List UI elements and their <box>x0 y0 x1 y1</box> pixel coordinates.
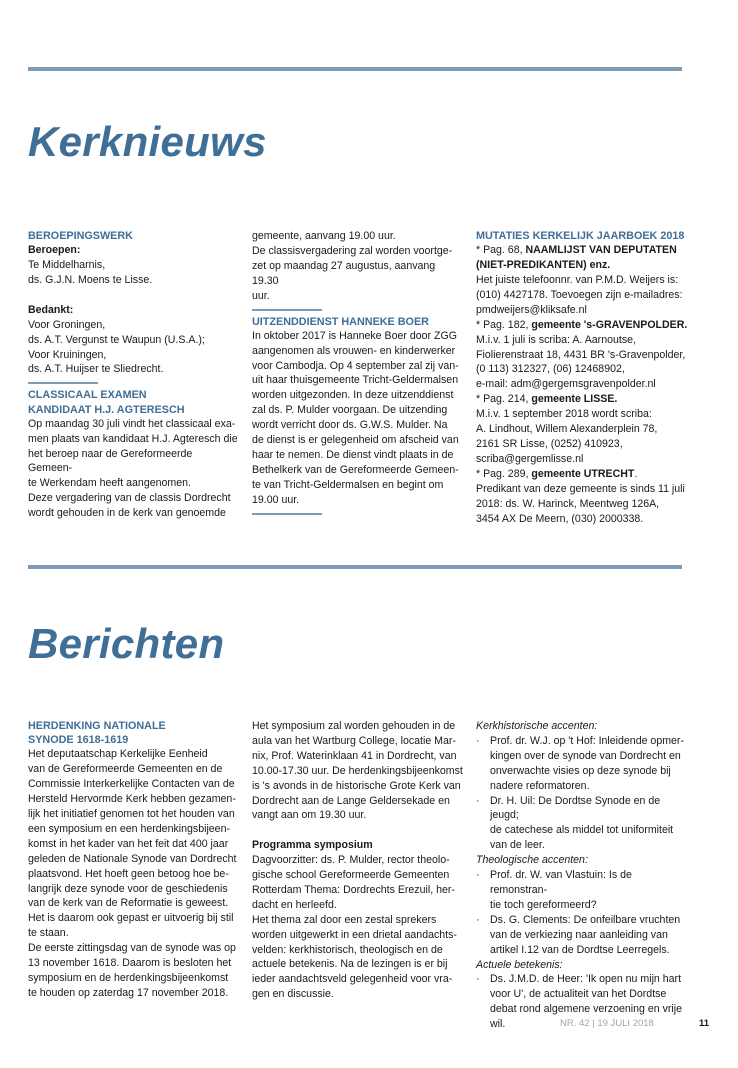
paragraph-line <box>476 243 690 258</box>
paragraph-line: M.i.v. 1 juli is scriba: A. Aarnoutse, <box>476 333 636 346</box>
paragraph-line <box>476 392 690 407</box>
column-beroepingswerk <box>28 229 238 521</box>
paragraph-line: Commissie Interkerkelijke Contacten van de <box>28 778 235 791</box>
paragraph-line: nix, Prof. Waterinklaan 41 in Dordrecht, van <box>252 749 457 762</box>
list-item <box>476 913 690 958</box>
list-item-line: voor U', de actualiteit van het Dordtse <box>490 988 667 1001</box>
paragraph-line: Dagvoorzitter: ds. P. Mulder, rector theolo- <box>252 854 450 867</box>
accent-label: Actuele betekenis: <box>476 958 563 971</box>
paragraph-line: aula van het Wartburg College, locatie Mar- <box>252 734 456 747</box>
paragraph-line: 2018: ds. W. Harinck, Meentweg 126A, <box>476 497 660 510</box>
punctuation: . <box>634 467 638 480</box>
article-separator <box>28 382 98 384</box>
beroepen-label: Beroepen: <box>28 244 81 257</box>
list-item-line: kingen over de synode van Dordrecht en <box>490 749 681 762</box>
paragraph-line: Predikant van deze gemeente is sinds 11 juli <box>476 482 685 495</box>
paragraph-line: ds. A.T. Vergunst te Waupun (U.S.A.); <box>28 333 205 346</box>
article-separator <box>252 309 322 311</box>
paragraph-line: ds. G.J.N. Moens te Lisse. <box>28 274 153 287</box>
paragraph-line: e-mail: adm@gergemsgravenpolder.nl <box>476 378 656 391</box>
accent-label: Kerkhistorische accenten: <box>476 720 598 732</box>
heading-herdenking: SYNODE 1618-1619 <box>28 734 129 747</box>
paragraph-line: langrijk deze synode voor de geschiedenis <box>28 882 228 895</box>
heading-beroepingswerk: BEROEPINGSWERK <box>28 230 133 242</box>
paragraph-line: Het symposium zal worden gehouden in de <box>252 720 456 732</box>
list-item-line: · Ds. J.M.D. de Heer: 'Ik open nu mijn hart <box>490 973 682 986</box>
list-item-line: · Prof. dr. W. van Vlastuin: Is de remonstran- <box>490 869 632 896</box>
list-item <box>476 868 690 913</box>
paragraph-line: vangt aan om 19.30 uur. <box>252 809 367 822</box>
paragraph-line: De classisvergadering zal worden voortge- <box>252 244 453 257</box>
paragraph-line: Voor Kruiningen, <box>28 348 107 361</box>
paragraph-line: ds. A.T. Huijser te Sliedrecht. <box>28 363 164 376</box>
paragraph-line: actuele betekenis. Na de lezingen is er bij <box>252 958 448 971</box>
paragraph-line: van de kerk van de Reformatie is geweest. <box>28 897 229 910</box>
paragraph-line: velden: kerkhistorisch, theologisch en de <box>252 943 443 956</box>
paragraph-line: Het juiste telefoonnr. van P.M.D. Weijers is: <box>476 274 679 287</box>
paragraph-line: Het deputaatschap Kerkelijke Eenheid <box>28 748 208 761</box>
paragraph-line: gemeente, aanvang 19.00 uur. <box>252 230 396 242</box>
list-item <box>476 734 690 794</box>
paragraph-line: men plaats van kandidaat H.J. Agteresch die <box>28 432 238 445</box>
page-ref: * Pag. 68, <box>476 244 526 257</box>
bold-text: gemeente UTRECHT <box>531 467 635 480</box>
paragraph-line: te Werkendam heeft aangenomen. <box>28 477 191 490</box>
list-item-line: tie toch gereformeerd? <box>490 898 597 911</box>
section-title-kerknieuws: Kerknieuws <box>28 118 267 165</box>
page-number: 11 <box>699 1018 710 1029</box>
list-item-line: van de verkiezing naar aanleiding van <box>490 928 668 941</box>
article-separator <box>252 513 322 515</box>
paragraph-line: het beroep naar de Gereformeerde Gemeen- <box>28 447 193 475</box>
paragraph-line: uur. <box>252 289 270 302</box>
paragraph-line: zal ds. P. Mulder voorgaan. De uitzending <box>252 404 448 417</box>
accent-label: Theologische accenten: <box>476 854 588 867</box>
bedankt-label: Bedankt: <box>28 303 74 316</box>
paragraph-line: 3454 AX De Meern, (030) 2000338. <box>476 512 644 525</box>
list-item-line: wil. <box>490 1018 506 1031</box>
list-item-line: · Dr. H. Uil: De Dordtse Synode en de jeugd; <box>490 794 661 822</box>
list-item-line: nadere reformatoren. <box>490 779 590 792</box>
paragraph-line: (0 113) 312327, (06) 12468902, <box>476 363 625 376</box>
paragraph-line: plaatsvond. Het hoeft geen betoog hoe be- <box>28 867 229 880</box>
paragraph-line: In oktober 2017 is Hanneke Boer door ZGG <box>252 329 457 342</box>
paragraph-line: 10.00-17.30 uur. De herdenkingsbijeenkomst <box>252 764 463 777</box>
list-item-line: artikel I.12 van de Dordtse Leerregels. <box>490 943 670 956</box>
paragraph-line: Het thema zal door een zestal sprekers <box>252 913 437 926</box>
paragraph-line: lijk het initiatief genomen tot het houden van <box>28 808 235 821</box>
paragraph-line: Deze vergadering van de classis Dordrecht <box>28 492 231 505</box>
paragraph-line: 19.00 uur. <box>252 493 300 506</box>
list-item-line: debat rond algemene verzoening en vrije <box>490 1003 682 1016</box>
paragraph-line <box>476 467 690 482</box>
page-ref: * Pag. 214, <box>476 393 532 406</box>
paragraph-line: symposium en de herdenkingsbijeenkomst <box>28 972 229 984</box>
paragraph-line: uit haar thuisgemeente Tricht-Geldermalsen <box>252 374 459 387</box>
paragraph-line: worden uitgezonden. In deze uitzenddienst <box>252 389 454 402</box>
column-symposium <box>252 719 464 1002</box>
paragraph-line: Fiolierenstraat 18, 4431 BR 's-Gravenpolder, <box>476 348 686 361</box>
paragraph-line: is 's avonds in de historische Grote Kerk van <box>252 779 461 792</box>
page-footer <box>560 1018 710 1029</box>
paragraph-line: Op maandag 30 juli vindt het classicaal exa- <box>28 417 236 430</box>
paragraph-line: geleden de Nationale Synode van Dordrecht <box>28 852 237 865</box>
column-mutaties <box>476 229 690 526</box>
paragraph-line: 13 november 1618. Daarom is besloten het <box>28 957 232 970</box>
paragraph-line: Hersteld Hervormde Kerk hebben gezamen- <box>28 793 236 806</box>
list-item-line: de catechese als middel tot uniformiteit <box>490 824 674 837</box>
bold-text: gemeente LISSE. <box>531 393 618 406</box>
paragraph-line: te houden op zaterdag 17 november 2018. <box>28 986 229 999</box>
heading-uitzenddienst: UITZENDDIENST HANNEKE BOER <box>252 315 429 328</box>
paragraph-line: 2161 SR Lisse, (0252) 410923, <box>476 437 623 450</box>
programma-label: Programma symposium <box>252 839 373 852</box>
paragraph-line: M.i.v. 1 september 2018 wordt scriba: <box>476 408 652 421</box>
paragraph-line: Te Middelharnis, <box>28 259 106 272</box>
paragraph-line: Bethelkerk van de Gereformeerde Gemeen- <box>252 463 459 476</box>
page-ref: * Pag. 182, <box>476 318 532 331</box>
paragraph-line: A. Lindhout, Willem Alexanderplein 78, <box>476 423 658 436</box>
bold-text: (NIET-PREDIKANTEN) enz. <box>476 259 611 272</box>
paragraph-line: van de Gereformeerde Gemeenten en de <box>28 763 223 776</box>
heading-mutaties: MUTATIES KERKELIJK JAARBOEK 2018 <box>476 230 685 242</box>
heading-examen: KANDIDAAT H.J. AGTERESCH <box>28 403 185 416</box>
list-item-line: · Prof. dr. W.J. op 't Hof: Inleidende opmer- <box>490 734 684 747</box>
list-item-line: onverwachte visies op deze synode bij <box>490 764 671 777</box>
heading-herdenking: HERDENKING NATIONALE <box>28 720 166 732</box>
paragraph-line: wordt verricht door ds. G.W.S. Mulder. Na <box>252 419 448 432</box>
paragraph-line: Rotterdam Thema: Dordrechts Erezuil, her- <box>252 883 455 896</box>
paragraph-line: gische school Gereformeerde Gemeenten <box>252 869 450 882</box>
page-ref: * Pag. 289, <box>476 467 532 480</box>
paragraph-line: gen en discussie. <box>252 988 334 1001</box>
paragraph-line: een symposium en een herdenkingsbijeen- <box>28 822 230 835</box>
paragraph-line: haar te nemen. De dienst vindt plaats in de <box>252 448 454 461</box>
paragraph-line: ieder aandachtsveld gelegenheid voor vra- <box>252 973 453 986</box>
middle-divider <box>28 565 682 569</box>
section-title-berichten: Berichten <box>28 620 225 667</box>
paragraph-line: Dordrecht aan de Lange Geldersekade en <box>252 794 450 807</box>
paragraph-line: komst in het kader van het feit dat 400 jaar <box>28 837 229 850</box>
paragraph-line: voor Cambodja. Op 4 september zal zij van- <box>252 359 459 372</box>
column-herdenking <box>28 719 238 1001</box>
bold-text: gemeente 's-GRAVENPOLDER. <box>531 318 688 331</box>
column-accenten <box>476 719 690 1032</box>
paragraph-line: pmdweijers@kliksafe.nl <box>476 303 587 316</box>
paragraph-line: scriba@gergemlisse.nl <box>476 452 584 465</box>
list-item-line: · Ds. G. Clements: De onfeilbare vruchten <box>490 913 681 926</box>
paragraph-line: zet op maandag 27 augustus, aanvang 19.30 <box>252 259 436 287</box>
paragraph-line: de dienst is er gelegenheid om afscheid van <box>252 434 459 447</box>
heading-examen: CLASSICAAL EXAMEN <box>28 389 147 402</box>
list-item-line: van de leer. <box>490 839 545 852</box>
paragraph-line <box>476 318 690 333</box>
paragraph-line: aangenomen als vrouwen- en kinderwerker <box>252 344 456 357</box>
paragraph-line: Voor Groningen, <box>28 318 106 331</box>
column-uitzenddienst <box>252 229 464 519</box>
bold-text: NAAMLIJST VAN DEPUTATEN <box>525 244 677 257</box>
top-divider <box>28 67 682 71</box>
issue-info: NR. 42 | 19 JULI 2018 <box>560 1018 654 1029</box>
paragraph-line: (010) 4427178. Toevoegen zijn e-mailadres: <box>476 288 683 301</box>
paragraph-line: dacht en herleefd. <box>252 898 337 911</box>
paragraph-line: De eerste zittingsdag van de synode was op <box>28 942 236 955</box>
paragraph-line: te staan. <box>28 927 69 940</box>
paragraph-line: te van Tricht-Geldermalsen en begint om <box>252 478 444 491</box>
paragraph-line: worden uitgewerkt in een drietal aandachts- <box>252 928 457 941</box>
paragraph-line: Het is daarom ook gepast er uitvoerig bij stil <box>28 912 234 925</box>
paragraph-line: wordt gehouden in de kerk van genoemde <box>28 507 226 520</box>
list-item <box>476 794 690 854</box>
